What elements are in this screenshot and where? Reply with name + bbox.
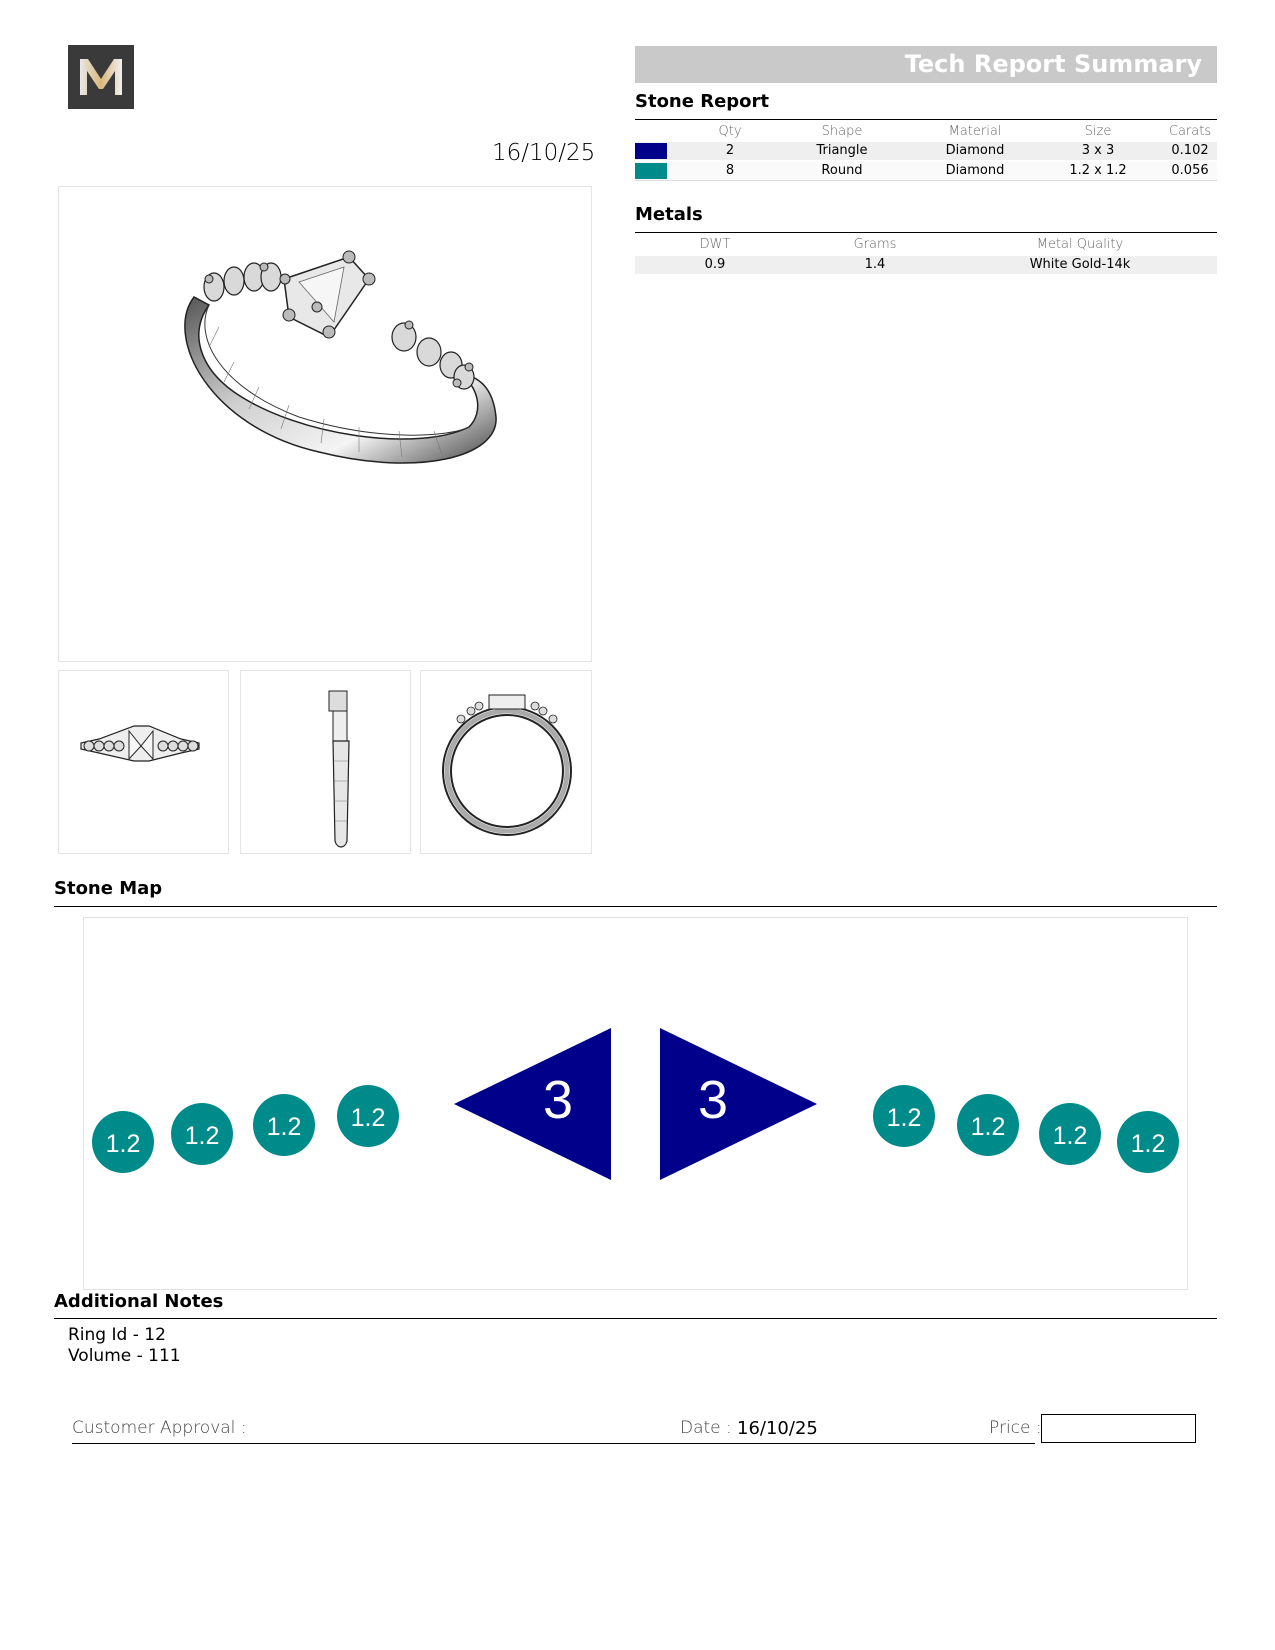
metals-table xyxy=(635,235,1217,277)
col-header-qty: Qty xyxy=(718,124,742,139)
round-stone-size: 1.2 xyxy=(184,1122,220,1150)
stone-shape: Triangle xyxy=(816,143,868,158)
round-stone-size: 1.2 xyxy=(350,1104,386,1132)
metal-dwt: 0.9 xyxy=(704,257,726,272)
stone-qty: 2 xyxy=(725,143,735,158)
additional-notes-title: Additional Notes xyxy=(54,1291,224,1312)
report-title-bar xyxy=(635,46,1217,83)
stone-material: Diamond xyxy=(945,163,1005,178)
approval-signature-line xyxy=(72,1443,1035,1444)
stone-material: Diamond xyxy=(945,143,1005,158)
triangle-stone-size: 3 xyxy=(697,1070,729,1130)
col-header-material: Material xyxy=(948,124,1002,139)
triangle-stone-marker-right xyxy=(660,1028,817,1180)
col-header-size: Size xyxy=(1084,124,1112,139)
company-logo xyxy=(68,45,134,109)
note-line: Volume - 111 xyxy=(68,1346,181,1366)
price-field[interactable] xyxy=(1041,1414,1196,1443)
stone-map-rule xyxy=(54,906,1217,907)
round-stone-size: 1.2 xyxy=(1052,1122,1088,1150)
stone-size: 3 x 3 xyxy=(1081,143,1115,158)
col-header-shape: Shape xyxy=(821,124,863,139)
notes-rule xyxy=(54,1318,1217,1319)
metals-title: Metals xyxy=(635,204,703,225)
stone-color-swatch-round xyxy=(635,163,667,179)
metal-quality: White Gold-14k xyxy=(1029,257,1131,272)
stone-color-swatch-triangle xyxy=(635,143,667,159)
round-stone-size: 1.2 xyxy=(266,1113,302,1141)
round-stone-size: 1.2 xyxy=(105,1130,141,1158)
stone-carats: 0.056 xyxy=(1171,163,1209,178)
stone-carats: 0.102 xyxy=(1171,143,1209,158)
stone-report-table xyxy=(635,122,1217,182)
stone-size: 1.2 x 1.2 xyxy=(1069,163,1127,178)
stone-report-title: Stone Report xyxy=(635,91,770,112)
stone-map-canvas xyxy=(83,917,1188,1290)
round-stone-size: 1.2 xyxy=(1130,1130,1166,1158)
metals-rule xyxy=(635,232,1217,233)
triangle-stone-marker-left xyxy=(454,1028,611,1180)
customer-approval-label: Customer Approval : xyxy=(72,1418,247,1438)
approval-date-label: Date : xyxy=(680,1418,732,1438)
report-date: 16/10/25 xyxy=(492,140,596,166)
price-label: Price : xyxy=(989,1418,1042,1438)
stone-shape: Round xyxy=(821,163,863,178)
col-header-metal-quality: Metal Quality xyxy=(1036,237,1124,252)
metal-grams: 1.4 xyxy=(864,257,886,272)
approval-date-value: 16/10/25 xyxy=(737,1418,818,1439)
stone-qty: 8 xyxy=(725,163,735,178)
col-header-grams: Grams xyxy=(853,237,897,252)
note-line: Ring Id - 12 xyxy=(68,1325,166,1345)
ring-side-view-render xyxy=(240,670,411,854)
col-header-dwt: DWT xyxy=(699,237,731,252)
stone-report-rule xyxy=(635,119,1217,120)
ring-top-view-render xyxy=(58,670,229,854)
triangle-stone-size: 3 xyxy=(542,1070,574,1130)
round-stone-size: 1.2 xyxy=(970,1113,1006,1141)
stone-map-title: Stone Map xyxy=(54,878,163,899)
col-header-carats: Carats xyxy=(1168,124,1212,139)
ring-front-view-render xyxy=(420,670,592,854)
report-title: Tech Report Summary xyxy=(904,50,1202,78)
ring-perspective-render xyxy=(58,186,592,662)
round-stone-size: 1.2 xyxy=(886,1104,922,1132)
